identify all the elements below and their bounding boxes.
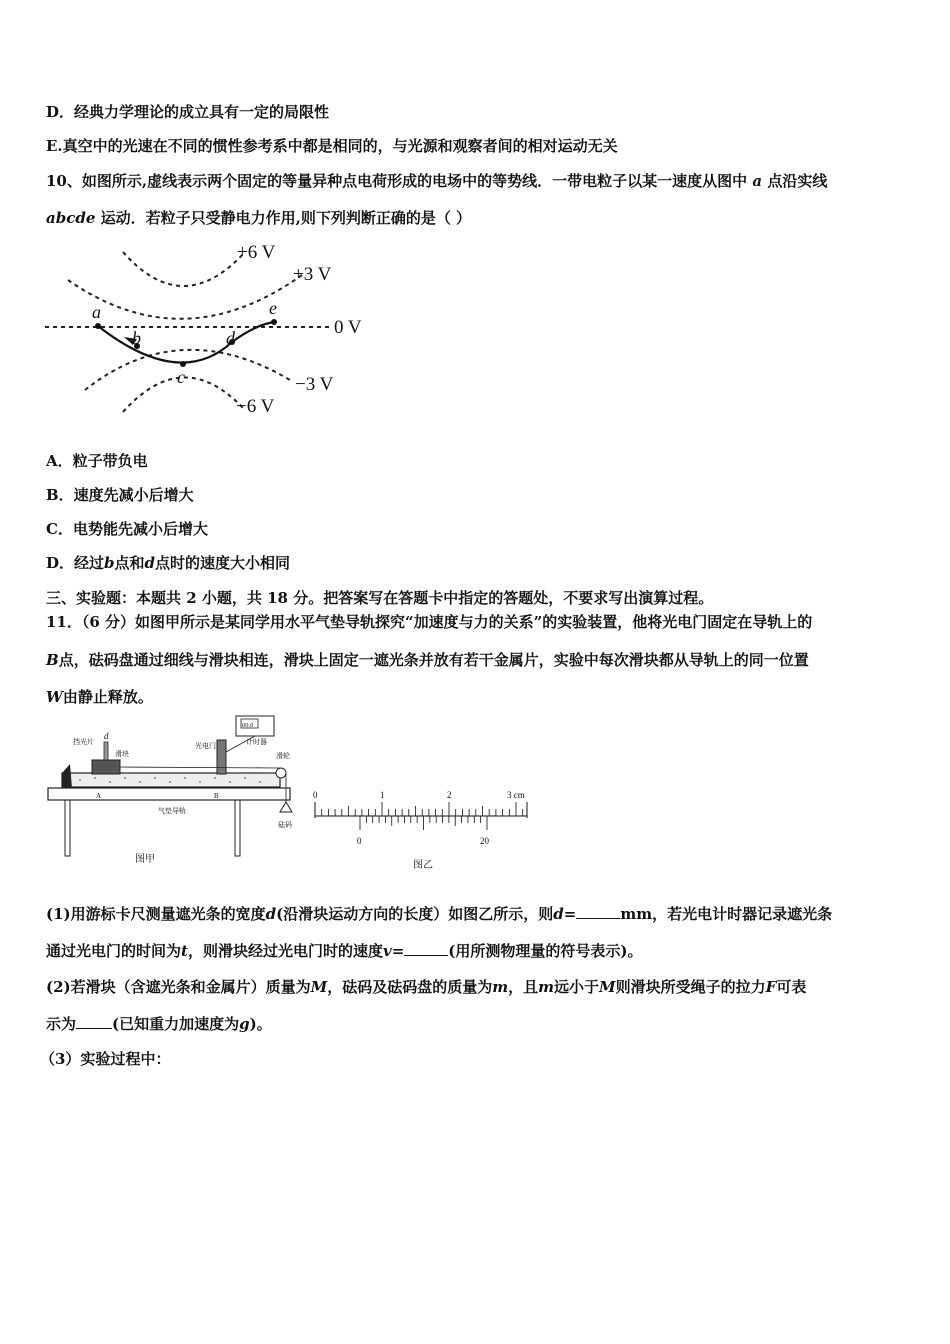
q11-part2-text: (2)若滑块（含遮光条和金属片）质量为 xyxy=(46,978,311,996)
q11-var-d: d xyxy=(265,905,277,923)
q11-stem-text: 点，砝码盘通过细线与滑块相连，滑块上固定一遮光条并放有若干金属片，实验中每次滑块都从导轨上的同一位置 xyxy=(58,651,809,669)
q11-part2-text: 可表 xyxy=(776,978,807,996)
q11-var-b: B xyxy=(46,651,59,669)
point-e-dot xyxy=(271,319,277,325)
answer-blank-v[interactable] xyxy=(404,941,448,956)
timer-display: 00.0 xyxy=(242,722,254,729)
q11-stem-text: 由静止释放。 xyxy=(62,688,153,706)
label-pulley: 滑轮 xyxy=(276,752,290,760)
equipotential-line-minus3 xyxy=(85,350,290,390)
label-point-b: B xyxy=(214,792,219,800)
q11-part3: （3）实验过程中： xyxy=(40,1050,171,1068)
label-point-e: e xyxy=(269,298,277,318)
main-tick-label-3: 3 cm xyxy=(507,790,525,800)
air-track xyxy=(62,773,280,787)
main-tick-label-0: 0 xyxy=(313,790,318,800)
table-top xyxy=(48,788,290,800)
q11-part1-text: (用所测物理量的符号表示)。 xyxy=(448,942,643,960)
label-minus6: −6 V xyxy=(236,396,275,417)
main-tick-label-1: 1 xyxy=(380,790,385,800)
q10-option-d-text: 点和 xyxy=(114,554,145,572)
slider-block xyxy=(92,760,120,774)
q10-option-a: A．粒子带负电 xyxy=(46,452,148,470)
q11-part2-line1 xyxy=(46,977,806,997)
label-point-d: d xyxy=(226,328,235,348)
label-d: d xyxy=(104,731,109,741)
q10-option-d xyxy=(46,553,290,573)
equals-sign: = xyxy=(391,942,405,960)
equals-sign: = xyxy=(563,905,577,923)
answer-blank-d[interactable] xyxy=(576,904,620,919)
vernier-scale-ticks xyxy=(360,816,487,830)
q11-part1-line1 xyxy=(46,904,832,924)
q11-stem-line1: 11．（6 分）如图甲所示是某同学用水平气垫导轨探究“加速度与力的关系”的实验装置，他将光电门固定在导轨上的 xyxy=(46,613,813,631)
q10-stem-text: 点沿实线 xyxy=(767,172,828,190)
caption-figure-jia: 图甲 xyxy=(135,854,155,865)
particle-trajectory xyxy=(98,322,274,363)
table-leg xyxy=(235,800,240,856)
apparatus-figure xyxy=(40,712,302,872)
main-tick-label-2: 2 xyxy=(447,790,452,800)
q11-part1-text: 通过光电门的时间为 xyxy=(46,942,182,960)
q10-var-path: abcde xyxy=(46,209,96,227)
q11-var-big-m: M xyxy=(599,978,616,996)
q10-stem-line2 xyxy=(46,208,471,228)
label-slider: 滑块 xyxy=(115,750,129,758)
q10-option-d-text: D．经过 xyxy=(46,554,105,572)
label-minus3: −3 V xyxy=(295,374,334,395)
q11-stem-line3 xyxy=(46,687,153,707)
q10-stem-line1 xyxy=(46,171,827,191)
table-leg xyxy=(65,800,70,856)
vernier-tick-label-20: 20 xyxy=(480,836,489,846)
q10-stem-text: 运动．若粒子只受静电力作用,则下列判断正确的是（ ） xyxy=(100,209,472,227)
q9-option-e: E.真空中的光速在不同的惯性参考系中都是相同的，与光源和观察者间的相对运动无关 xyxy=(46,137,618,155)
label-zero: 0 V xyxy=(334,317,362,338)
q11-part1-text: mm，若光电计时器记录遮光条 xyxy=(620,905,833,923)
answer-blank-f[interactable] xyxy=(76,1014,112,1029)
label-photogate: 光电门 xyxy=(195,742,216,750)
q10-var-a: a xyxy=(752,172,763,190)
pulley xyxy=(276,768,286,778)
q11-var-f: F xyxy=(765,978,777,996)
label-timer: 计时器 xyxy=(246,738,267,746)
vernier-figure xyxy=(305,788,535,872)
q11-part2-text: 示为 xyxy=(46,1015,77,1033)
label-point-a: a xyxy=(92,302,101,322)
weight-pan xyxy=(280,802,292,812)
main-scale-ticks xyxy=(315,802,523,816)
q11-part1-line2 xyxy=(46,941,642,961)
section-heading: 三、实验题：本题共 2 小题，共 18 分。把答案写在答题卡中指定的答题处，不要求写出演算过程。 xyxy=(46,589,714,607)
q11-var-m: m xyxy=(538,978,555,996)
q10-var-d: d xyxy=(144,554,156,572)
q11-var-t: t xyxy=(181,942,188,960)
q11-part2-line2 xyxy=(46,1014,272,1034)
label-point-b: b xyxy=(132,328,141,348)
photogate xyxy=(217,740,226,774)
equipotential-figure xyxy=(40,240,380,420)
q11-var-g: g xyxy=(239,1015,250,1033)
equipotential-line-plus3 xyxy=(68,275,302,319)
label-shade-strip: 挡光片 xyxy=(73,738,94,746)
q11-var-w: W xyxy=(46,688,63,706)
shade-strip xyxy=(104,742,108,760)
label-plus6: +6 V xyxy=(237,242,276,263)
q10-stem-text: 10、如图所示,虚线表示两个固定的等量异种点电荷形成的电场中的等势线．一带电粒子以某一速度从图中 xyxy=(46,172,748,190)
q11-part2-text: (已知重力加速度为 xyxy=(112,1015,240,1033)
q11-var-v: v xyxy=(382,942,392,960)
label-point-c: c xyxy=(177,367,185,387)
q11-var-d: d xyxy=(553,905,564,923)
q11-part2-text: 远小于 xyxy=(554,978,600,996)
label-point-a: A xyxy=(96,792,102,800)
q10-var-b: b xyxy=(104,554,115,572)
end-stop xyxy=(62,764,72,788)
label-weight: 砝码 xyxy=(278,821,292,829)
equipotential-line-plus6 xyxy=(123,252,245,286)
q11-part1-text: ，则滑块经过光电门时的速度 xyxy=(187,942,383,960)
q11-var-m: m xyxy=(492,978,509,996)
label-plus3: +3 V xyxy=(293,264,332,285)
point-a-dot xyxy=(95,323,101,329)
q11-part2-text: )。 xyxy=(249,1015,272,1033)
q11-part2-text: 则滑块所受绳子的拉力 xyxy=(615,978,766,996)
vernier-tick-label-0: 0 xyxy=(357,836,362,846)
q11-part2-text: ，砝码及砝码盘的质量为 xyxy=(327,978,493,996)
q11-part1-text: (沿滑块运动方向的长度）如图乙所示，则 xyxy=(276,905,554,923)
q10-option-c: C．电势能先减小后增大 xyxy=(46,520,208,538)
label-air-track: 气垫导轨 xyxy=(158,807,186,815)
q11-var-big-m: M xyxy=(310,978,328,996)
q9-option-d: D．经典力学理论的成立具有一定的局限性 xyxy=(46,103,330,121)
q10-option-b: B．速度先减小后增大 xyxy=(46,486,194,504)
q11-stem-line2 xyxy=(46,650,809,670)
q11-part1-text: (1)用游标卡尺测量遮光条的宽度 xyxy=(46,905,266,923)
q11-part2-text: ，且 xyxy=(508,978,539,996)
q10-option-d-text: 点时的速度大小相同 xyxy=(155,554,291,572)
caption-figure-yi: 图乙 xyxy=(413,860,433,871)
